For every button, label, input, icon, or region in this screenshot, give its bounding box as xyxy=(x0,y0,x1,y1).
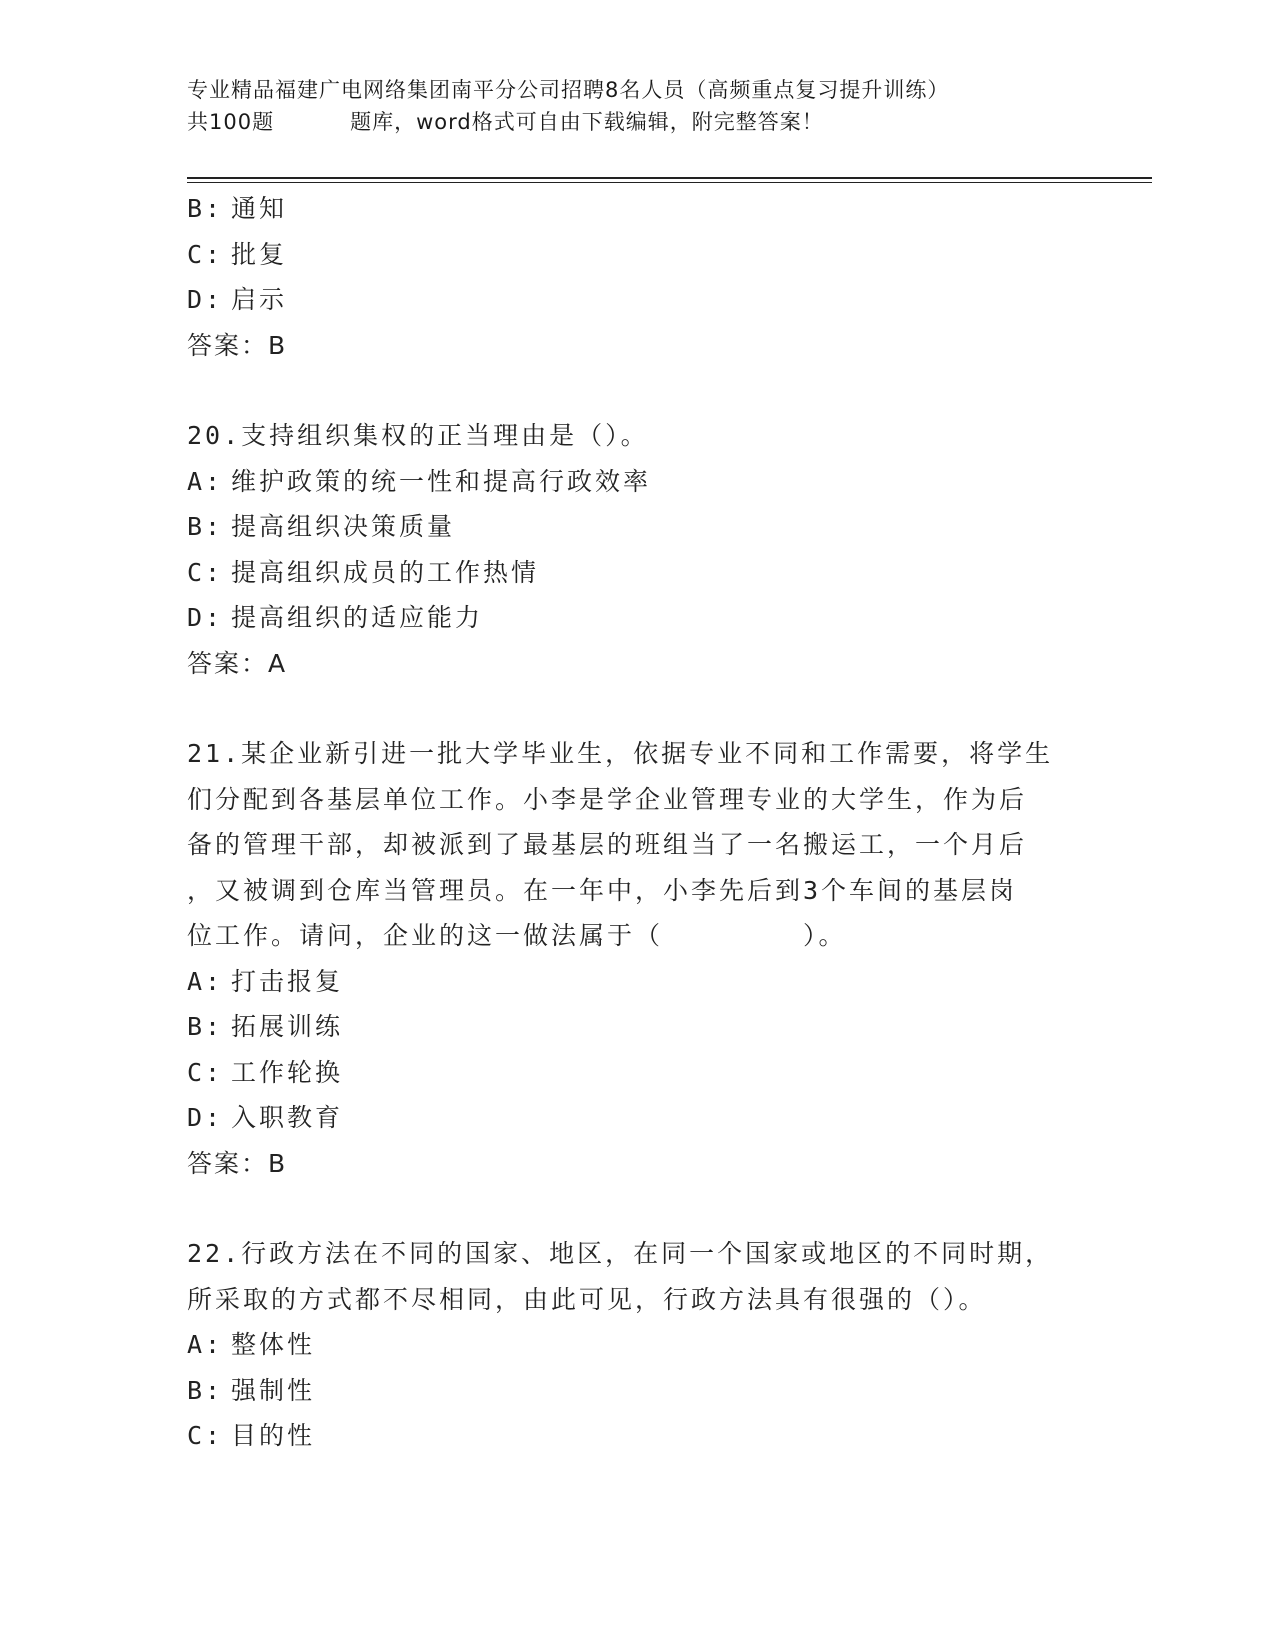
option-text: 打击报复 xyxy=(231,966,344,996)
option-letter: A: xyxy=(187,466,224,496)
option-text: 拓展训练 xyxy=(231,1012,344,1041)
answer-line: 答案：A xyxy=(187,648,288,678)
option-text: 目的性 xyxy=(231,1421,316,1450)
option-letter: B: xyxy=(187,1012,224,1041)
header-divider xyxy=(187,177,1152,179)
option-letter: C: xyxy=(187,1421,224,1450)
option-letter: C: xyxy=(187,557,224,587)
option-text: 强制性 xyxy=(231,1375,316,1405)
option-item xyxy=(187,1004,1077,1050)
option-item xyxy=(187,550,1077,596)
option-letter: C: xyxy=(187,239,224,269)
option-text: 通知 xyxy=(231,194,288,223)
option-text: 维护政策的统一性和提高行政效率 xyxy=(231,466,652,496)
question-stem: 20.支持组织集权的正当理由是（）。 xyxy=(187,421,649,450)
option-item xyxy=(187,1368,1077,1414)
option-item xyxy=(187,1322,1077,1368)
option-text: 入职教育 xyxy=(231,1103,344,1132)
question-stem-line: 备的管理干部，却被派到了最基层的班组当了一名搬运工，一个月后 xyxy=(187,830,1028,859)
option-letter: D: xyxy=(187,1103,224,1132)
question-20 xyxy=(187,413,1077,686)
option-letter: B: xyxy=(187,194,224,223)
partial-question xyxy=(187,186,1077,368)
option-letter: D: xyxy=(187,285,224,314)
option-text: 提高组织决策质量 xyxy=(231,512,456,541)
option-letter: A: xyxy=(187,1330,224,1359)
header-subtitle xyxy=(187,106,1087,138)
option-text: 启示 xyxy=(231,285,288,314)
option-item xyxy=(187,277,1077,323)
option-letter: B: xyxy=(187,512,224,541)
option-item xyxy=(187,595,1077,641)
question-stem-line: ，又被调到仓库当管理员。在一年中，小李先后到3个车间的基层岗 xyxy=(187,875,1018,905)
option-item xyxy=(187,459,1077,505)
option-text: 整体性 xyxy=(231,1330,316,1359)
option-text: 工作轮换 xyxy=(231,1057,344,1087)
question-stem-line: 22.行政方法在不同的国家、地区，在同一个国家或地区的不同时期， xyxy=(187,1239,1054,1268)
header-description: 题库，word格式可自由下载编辑，附完整答案！ xyxy=(350,110,824,134)
option-item xyxy=(187,1095,1077,1141)
option-item xyxy=(187,232,1077,278)
option-text: 批复 xyxy=(231,239,288,269)
option-item xyxy=(187,1050,1077,1096)
question-stem-line: 所采取的方式都不尽相同，由此可见，行政方法具有很强的（）。 xyxy=(187,1284,987,1314)
question-22 xyxy=(187,1231,1077,1459)
option-letter: C: xyxy=(187,1057,224,1087)
option-letter: A: xyxy=(187,966,224,996)
answer-line: 答案：B xyxy=(187,1148,288,1178)
answer-line: 答案：B xyxy=(187,330,288,360)
option-item xyxy=(187,186,1077,232)
question-stem-line: 位工作。请问，企业的这一做法属于（ ）。 xyxy=(187,921,847,950)
header-question-count: 共100题 xyxy=(187,110,275,134)
option-item xyxy=(187,1413,1077,1459)
header-divider-thin xyxy=(187,182,1152,183)
header-title: 专业精品福建广电网络集团南平分公司招聘8名人员（高频重点复习提升训练） xyxy=(187,78,950,102)
question-stem-line: 们分配到各基层单位工作。小李是学企业管理专业的大学生，作为后 xyxy=(187,784,1028,814)
option-letter: D: xyxy=(187,603,224,632)
question-stem-line: 21.某企业新引进一批大学毕业生，依据专业不同和工作需要，将学生 xyxy=(187,739,1054,768)
option-text: 提高组织成员的工作热情 xyxy=(231,557,540,587)
option-text: 提高组织的适应能力 xyxy=(231,603,484,632)
document-body xyxy=(187,186,1077,1459)
page-header xyxy=(187,74,1087,138)
option-item xyxy=(187,959,1077,1005)
question-21 xyxy=(187,731,1077,1186)
option-item xyxy=(187,504,1077,550)
option-letter: B: xyxy=(187,1375,224,1405)
